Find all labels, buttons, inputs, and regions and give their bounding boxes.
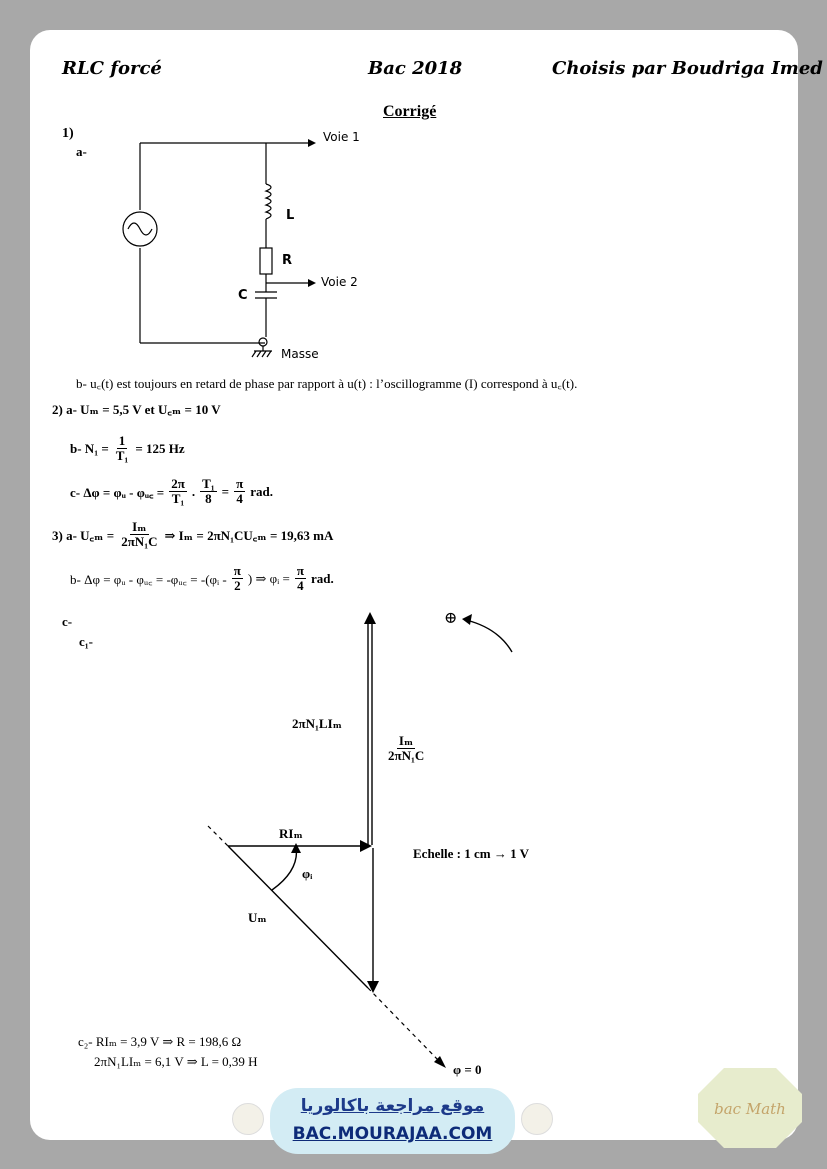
q1-number: 1) [62,126,74,141]
footer-url-link[interactable]: BAC.MOURAJAA.COM [292,1124,493,1144]
q2c-f1n: 2π [171,476,185,491]
q3a-suffix: ⇒ Iₘ = 2πN₁CU꜀ₘ = 19,63 mA [164,527,334,543]
q2c-suffix: rad. [250,483,273,499]
q2a-text: 2) a- Uₘ = 5,5 V et U꜀ₘ = 10 V [52,402,221,417]
q1b-text: b- u꜀(t) est toujours en retard de phase par rapport à u(t) : l’oscillogramme (I) correspond à u꜀(t). [76,376,578,391]
inductor-label: L [286,208,295,223]
q2b-den: T₁ [115,448,129,463]
q2c-f2d: 8 [205,491,212,506]
voie2-label: Voie 2 [321,275,358,289]
q3a-fn: Iₘ [132,519,147,534]
q3b-mid: ) ⇒ φᵢ = [247,570,290,586]
q3c1-label: c₁- [79,634,93,649]
svg-text:bac Math: bac Math [714,1100,786,1118]
q3c-label: c- [62,614,73,629]
header-center: Bac 2018 [368,58,463,79]
page-title: Corrigé [383,103,437,120]
resistor-label: R [282,253,293,268]
scale-label: Echelle : 1 cm → 1 V [413,846,530,861]
masse-label: Masse [281,347,319,361]
header-right: Choisis par Boudriga Imed [552,58,823,79]
voie1-label: Voie 1 [323,130,360,144]
vector-label-R: RIₘ [279,826,303,841]
q3b-fd: 2 [234,578,241,593]
q2c-prefix: c- Δφ = φᵤ - φᵤ꜀ = [70,484,165,500]
q2c-f2n: T₁ [202,476,215,491]
footer-arabic-text[interactable]: موقع مراجعة باكالوريا [300,1096,485,1116]
vector-label-C-den: 2πN₁C [388,748,425,763]
phase-angle-label: φᵢ [302,866,313,881]
q2c-f3n: π [236,476,244,491]
bacmath-logo-shape [698,1068,802,1148]
q2c-eq: = [221,483,230,499]
vector-label-L: 2πN₁LIₘ [292,716,343,731]
q3b-f2n: π [296,563,304,578]
vector-label-U: Uₘ [248,910,267,925]
bacmath-logo [698,1068,802,1148]
q2c-f1d: T₁ [171,491,185,506]
q3a-fd: 2πN₁C [121,534,158,549]
vector-label-C [384,734,428,763]
q3c2-line1: c₂- RIₘ = 3,9 V ⇒ R = 198,6 Ω [78,1034,242,1049]
q3b-f2d: 4 [297,578,304,593]
q2b-prefix: b- N₁ = [70,440,109,456]
footer-banner[interactable] [270,1088,515,1154]
header-left: RLC forcé [62,58,162,79]
q2b-num: 1 [118,433,126,448]
q2c-formula: c- Δφ = φᵤ - φᵤ꜀ = $\frac{2\pi}{\text{T₁}}$ . $\frac{\text{T₁}}{8}$ = $\frac{\pi}{4}$ rad. [70,476,273,506]
q2c-f3d: 4 [236,491,243,506]
capacitor-label: C [238,288,248,303]
q2b-suffix: = 125 Hz [135,440,185,456]
site-logo-right [521,1103,553,1135]
vector-label-C-num: Iₘ [398,733,414,748]
q3b-prefix: b- Δφ = φᵤ - φᵤ꜀ = -φᵤ꜀ = -(φᵢ - [70,571,227,587]
site-logo-left [232,1103,264,1135]
q1a-label: a- [76,144,87,159]
q3b-suffix: rad. [310,570,334,586]
q3a-prefix: 3) a- U꜀ₘ = [52,527,115,543]
q3c2-line2: 2πN₁LIₘ = 6,1 V ⇒ L = 0,39 H [94,1054,258,1069]
q3b-fn: π [233,563,241,578]
rotation-sense-symbol: ⊕ [444,610,458,627]
phase-origin-label: φ = 0 [453,1062,482,1077]
